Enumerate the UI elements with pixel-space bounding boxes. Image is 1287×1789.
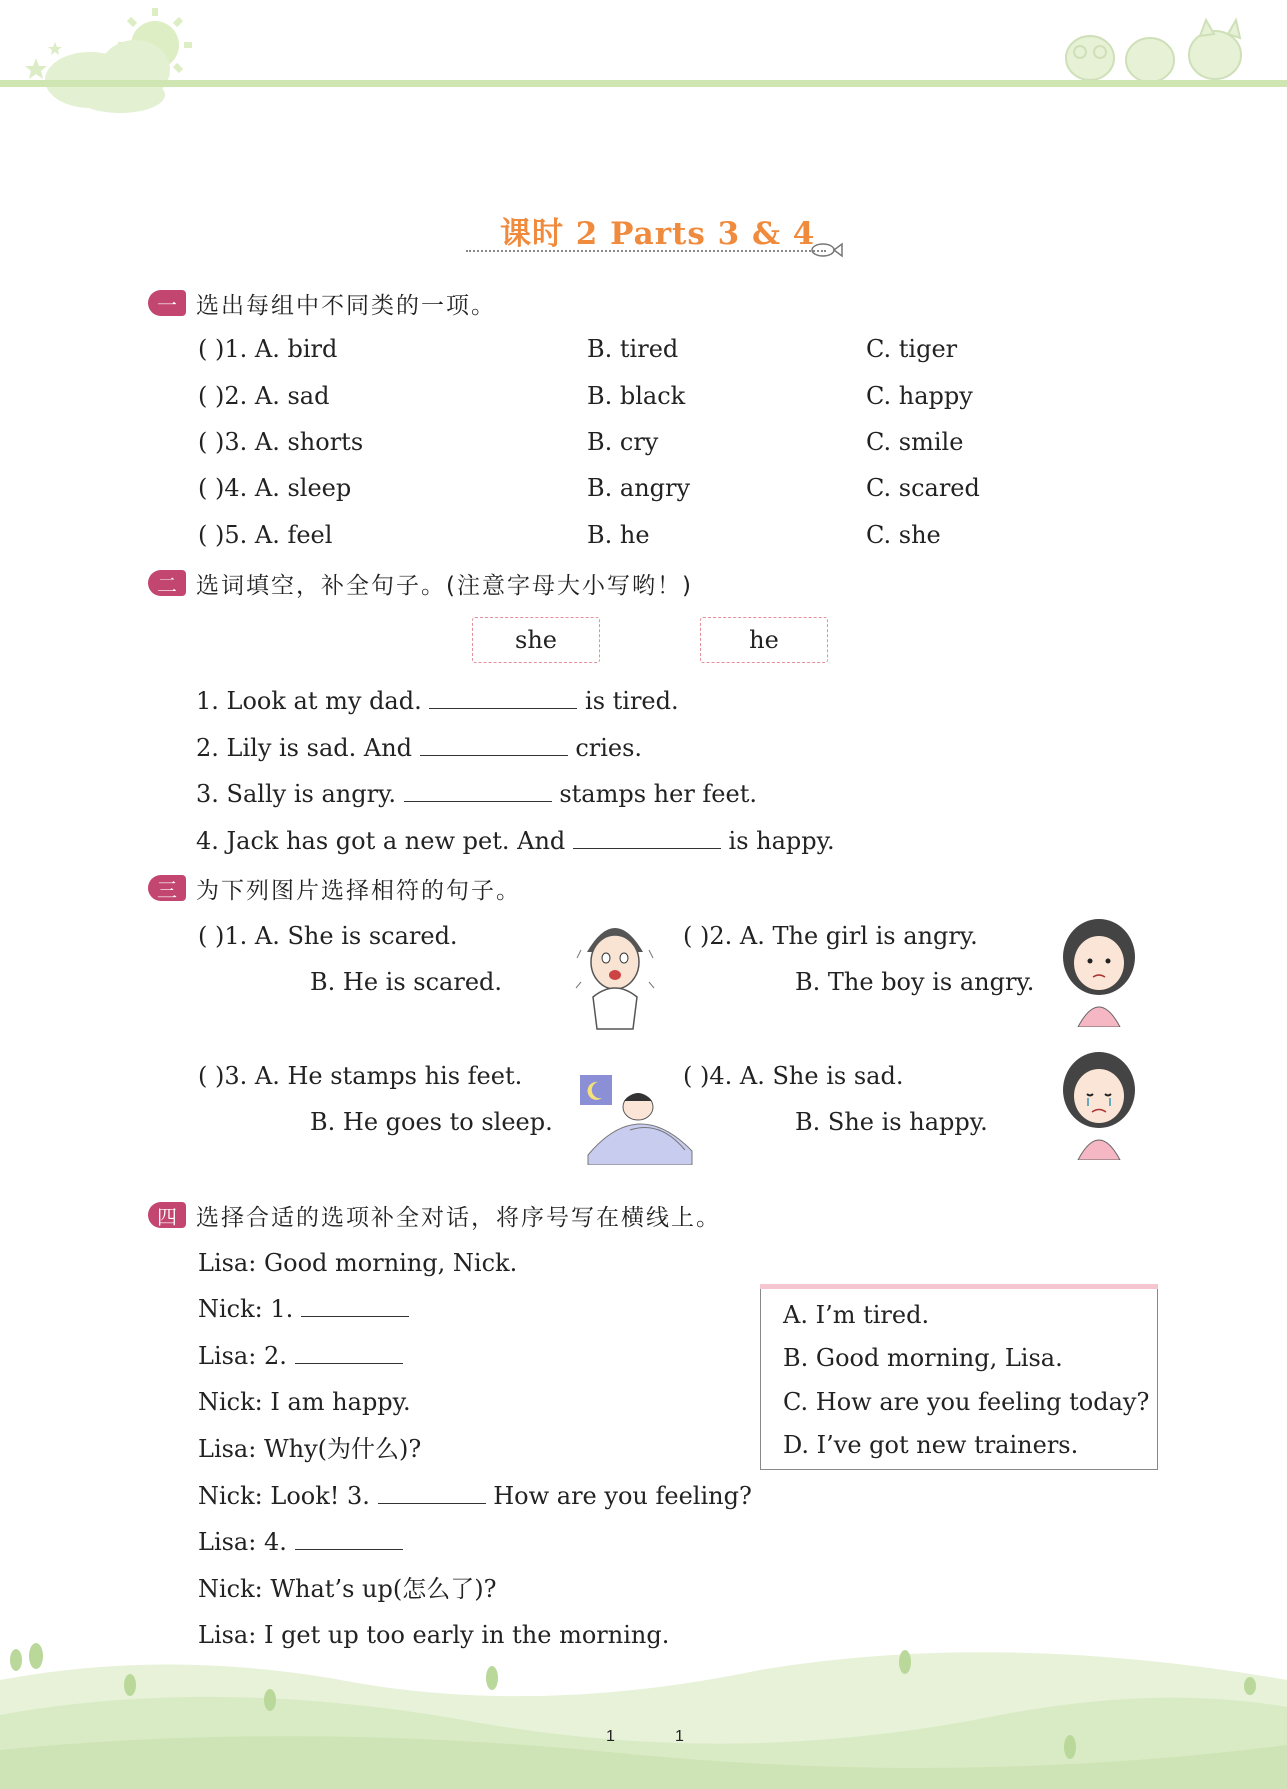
s1-row-4-a: ( )4. A. sleep	[198, 474, 352, 502]
d2-text: Nick: 1.	[198, 1295, 294, 1323]
s2-s3-before: 3. Sally is angry.	[196, 780, 397, 808]
s1-row-2-a: ( )2. A. sad	[198, 382, 330, 410]
dialogue-line-3	[198, 1341, 403, 1371]
s2-s4-after: is happy.	[728, 827, 835, 855]
option-a: A. I’m tired.	[783, 1301, 930, 1329]
options-box-top-bar	[760, 1284, 1158, 1289]
s2-s1-blank[interactable]	[429, 686, 577, 709]
s1-row-1-c: C. tiger	[866, 335, 958, 363]
sleeping-boy-illustration	[580, 1075, 695, 1165]
section-3-instruction: 为下列图片选择相符的句子。	[196, 877, 521, 904]
fish-icon	[808, 238, 844, 262]
section-2-instruction: 选词填空，补全句子。(注意字母大小写哟！)	[196, 572, 693, 599]
s2-s2-after: cries.	[575, 734, 643, 762]
header-decoration	[0, 0, 1287, 120]
section-4-badge: 四	[148, 1202, 186, 1228]
s1-row-3-c: C. smile	[866, 428, 964, 456]
s2-s1-after: is tired.	[585, 687, 679, 715]
s2-s3-blank[interactable]	[404, 779, 552, 802]
section-1-heading	[148, 287, 496, 319]
dialogue-line-1: Lisa: Good morning, Nick.	[198, 1249, 518, 1277]
s1-row-1-a: ( )1. A. bird	[198, 335, 338, 363]
angry-girl-illustration	[1058, 915, 1140, 1027]
footer-hills-decoration	[0, 1640, 1287, 1789]
s2-s3-after: stamps her feet.	[559, 780, 757, 808]
s1-row-4-c: C. scared	[866, 474, 980, 502]
s1-row-3-b: B. cry	[587, 428, 659, 456]
section-3-badge: 三	[148, 875, 186, 901]
s2-s2-before: 2. Lily is sad. And	[196, 734, 413, 762]
section-2-heading	[148, 567, 693, 599]
s1-row-2-c: C. happy	[866, 382, 973, 410]
s3-item-2-a: ( )2. A. The girl is angry.	[683, 922, 978, 950]
s2-sentence-4	[196, 826, 835, 856]
sad-girl-illustration	[1058, 1048, 1140, 1160]
word-box-he: he	[700, 617, 828, 663]
d6-after: How are you feeling?	[493, 1482, 752, 1510]
options-box	[760, 1284, 1158, 1470]
page-number-right: 1	[675, 1728, 684, 1745]
s3-item-3-a: ( )3. A. He stamps his feet.	[198, 1062, 523, 1090]
s1-row-5-c: C. she	[866, 521, 941, 549]
animal-friends-icon	[1066, 20, 1241, 82]
title-underline	[466, 250, 826, 252]
s3-item-2-b: B. The boy is angry.	[795, 968, 1035, 996]
dialogue-line-8: Nick: What’s up(怎么了)?	[198, 1575, 497, 1603]
dialogue-line-2	[198, 1294, 409, 1324]
s1-row-3-a: ( )3. A. shorts	[198, 428, 364, 456]
dialogue-line-4: Nick: I am happy.	[198, 1388, 411, 1416]
section-4-instruction: 选择合适的选项补全对话，将序号写在横线上。	[196, 1204, 721, 1231]
s3-item-3-b: B. He goes to sleep.	[310, 1108, 553, 1136]
s1-row-4-b: B. angry	[587, 474, 691, 502]
option-d: D. I’ve got new trainers.	[783, 1431, 1079, 1459]
section-1-badge: 一	[148, 290, 186, 316]
word-box-she: she	[472, 617, 600, 663]
s1-row-2-b: B. black	[587, 382, 686, 410]
dialogue-line-9: Lisa: I get up too early in the morning.	[198, 1621, 670, 1649]
s2-s4-blank[interactable]	[573, 826, 721, 849]
option-b: B. Good morning, Lisa.	[783, 1344, 1063, 1372]
section-3-heading	[148, 872, 521, 904]
dialogue-blank-4[interactable]	[295, 1527, 403, 1550]
s1-row-5-a: ( )5. A. feel	[198, 521, 333, 549]
section-1-instruction: 选出每组中不同类的一项。	[196, 292, 496, 319]
d3-text: Lisa: 2.	[198, 1342, 287, 1370]
dialogue-blank-3[interactable]	[378, 1481, 486, 1504]
dialogue-line-7	[198, 1527, 403, 1557]
s2-sentence-3	[196, 779, 757, 809]
s2-s1-before: 1. Look at my dad.	[196, 687, 422, 715]
s2-s2-blank[interactable]	[420, 733, 568, 756]
header-rule	[0, 80, 1287, 87]
s1-row-1-b: B. tired	[587, 335, 679, 363]
s3-item-1-b: B. He is scared.	[310, 968, 503, 996]
option-c: C. How are you feeling today?	[783, 1388, 1150, 1416]
dialogue-blank-2[interactable]	[295, 1341, 403, 1364]
s3-item-4-a: ( )4. A. She is sad.	[683, 1062, 904, 1090]
s3-item-1-a: ( )1. A. She is scared.	[198, 922, 458, 950]
s2-s4-before: 4. Jack has got a new pet. And	[196, 827, 566, 855]
dialogue-line-6	[198, 1481, 752, 1511]
section-4-heading	[148, 1199, 721, 1231]
s2-sentence-2	[196, 733, 642, 763]
cloud-icon	[45, 40, 170, 113]
d6-text: Nick: Look! 3.	[198, 1482, 370, 1510]
d7-text: Lisa: 4.	[198, 1528, 287, 1556]
dialogue-blank-1[interactable]	[301, 1294, 409, 1317]
scared-boy-illustration	[575, 912, 655, 1034]
s3-item-4-b: B. She is happy.	[795, 1108, 988, 1136]
page-title: 课时 2 Parts 3 & 4	[500, 216, 816, 252]
s2-sentence-1	[196, 686, 679, 716]
section-2-badge: 二	[148, 570, 186, 596]
dialogue-line-5: Lisa: Why(为什么)?	[198, 1435, 422, 1463]
page-number-left: 1	[606, 1728, 615, 1745]
s1-row-5-b: B. he	[587, 521, 650, 549]
